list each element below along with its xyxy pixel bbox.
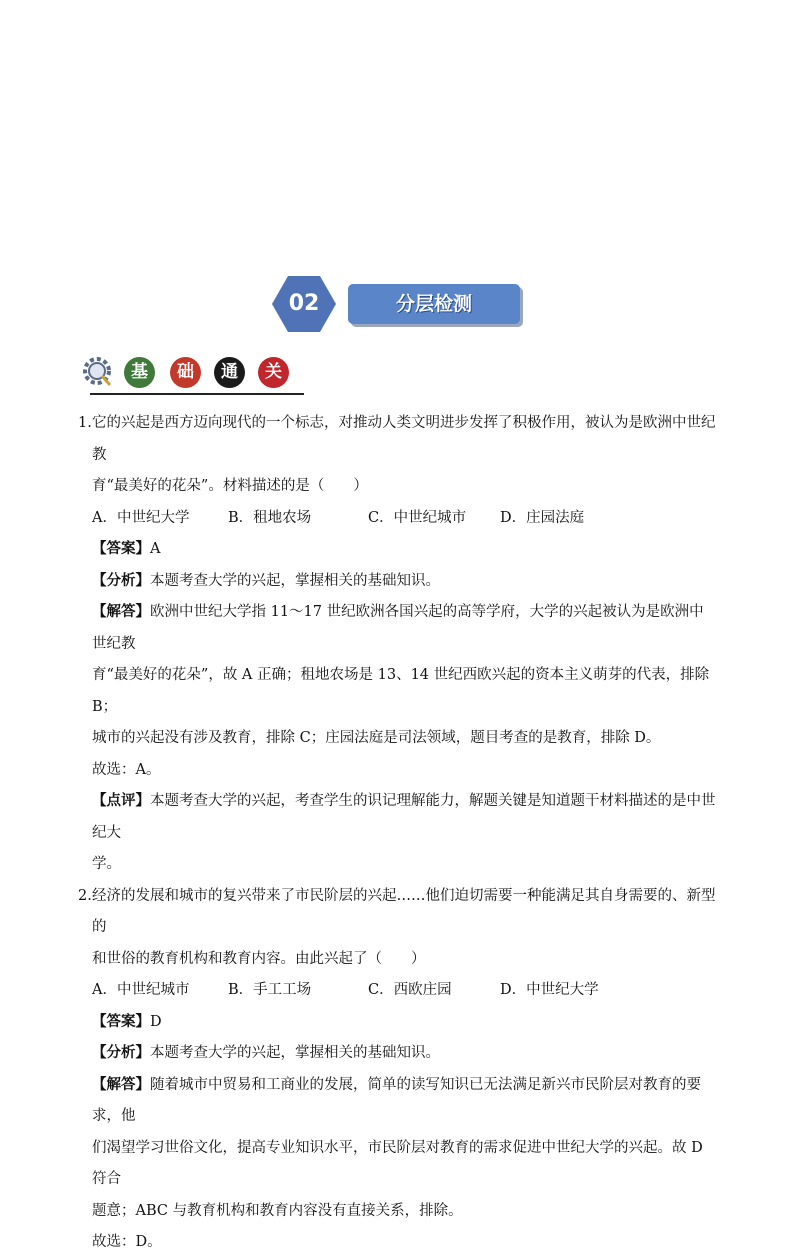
- comment-text: 本题考查大学的兴起，考查学生的识记理解能力，解题关键是知道题干材料描述的是中世纪大: [92, 793, 716, 841]
- gear-magnifier-icon: [82, 356, 112, 386]
- comment-line: [78, 786, 718, 849]
- option-b: B．手工工场: [228, 982, 312, 998]
- comment-label: 【点评】: [92, 793, 150, 809]
- option-d: D．庄园法庭: [500, 509, 585, 526]
- badge-underline: [90, 393, 304, 395]
- question-stem-cont: 和世俗的教育机构和教育内容。由此兴起了（ ）: [92, 950, 426, 967]
- option-a: A．中世纪大学: [92, 509, 190, 526]
- option-a: A．中世纪城市: [92, 982, 190, 998]
- solution-text-cont: 题意；ABC 与教育机构和教育内容没有直接关系，排除。: [92, 1202, 463, 1219]
- solution-line: [78, 1070, 718, 1133]
- section-number: 02: [288, 291, 320, 316]
- answer-line: [78, 534, 718, 566]
- basic-level-badge-row: [82, 352, 304, 398]
- comment-text-cont: 学。: [92, 856, 121, 872]
- badge-ji: 基: [124, 357, 155, 388]
- analysis-label: 【分析】: [92, 1045, 150, 1061]
- solution-text-cont: 们渴望学习世俗文化，提高专业知识水平，市民阶层对教育的需求促进中世纪大学的兴起。故 D 符合: [92, 1139, 703, 1187]
- analysis-line: [78, 1038, 718, 1070]
- answer-label: 【答案】: [92, 1013, 150, 1030]
- question-stem-cont: 育“最美好的花朵”。材料描述的是（ ）: [92, 478, 368, 494]
- option-b: B．租地农场: [228, 509, 312, 526]
- option-c: C．中世纪城市: [368, 509, 467, 526]
- answer-value: D: [150, 1013, 162, 1030]
- solution-text-cont: 城市的兴起没有涉及教育，排除 C；庄园法庭是司法领域，题目考查的是教育，排除 D。: [92, 730, 661, 746]
- question-list: [78, 408, 718, 1259]
- analysis-label: 【分析】: [92, 572, 150, 589]
- option-d: D．中世纪大学: [500, 982, 599, 998]
- question-number: 2.: [78, 887, 92, 904]
- answer-line: [78, 1007, 718, 1039]
- badge-guan: 关: [258, 357, 289, 388]
- question-number: 1.: [78, 415, 92, 431]
- option-c: C．西欧庄园: [368, 982, 452, 998]
- question-1: [78, 408, 718, 881]
- analysis-text: 本题考查大学的兴起，掌握相关的基础知识。: [150, 572, 440, 589]
- option-row: [78, 975, 718, 1007]
- section-title: 分层检测: [348, 284, 520, 324]
- solution-text: 随着城市中贸易和工商业的发展，简单的读写知识已无法满足新兴市民阶层对教育的要求，他: [92, 1076, 701, 1124]
- solution-label: 【解答】: [92, 1076, 150, 1093]
- analysis-text: 本题考查大学的兴起，掌握相关的基础知识。: [150, 1045, 440, 1061]
- solution-label: 【解答】: [92, 604, 150, 620]
- solution-text: 欧洲中世纪大学指 11～17 世纪欧洲各国兴起的高等学府，大学的兴起被认为是欧洲中世纪教: [92, 604, 704, 652]
- badge-tong: 通: [214, 357, 245, 388]
- question-2: [78, 881, 718, 1259]
- section-banner: [272, 272, 524, 334]
- solution-line: [78, 597, 718, 660]
- choose-line: 故选：D。: [92, 1234, 162, 1250]
- badge-chu: 础: [170, 357, 201, 388]
- question-stem: 经济的发展和城市的复兴带来了市民阶层的兴起……他们迫切需要一种能满足其自身需要的、新型的: [92, 887, 716, 935]
- choose-line: 故选：A。: [92, 761, 161, 778]
- answer-label: 【答案】: [92, 541, 150, 557]
- solution-text-cont: 育“最美好的花朵”，故 A 正确；租地农场是 13、14 世纪西欧兴起的资本主义萌芽的代表，排除 B；: [92, 667, 710, 715]
- option-row: [78, 503, 718, 535]
- analysis-line: [78, 566, 718, 598]
- question-stem: 它的兴起是西方迈向现代的一个标志，对推动人类文明进步发挥了积极作用，被认为是欧洲中世纪教: [92, 415, 716, 463]
- answer-value: A: [150, 541, 161, 557]
